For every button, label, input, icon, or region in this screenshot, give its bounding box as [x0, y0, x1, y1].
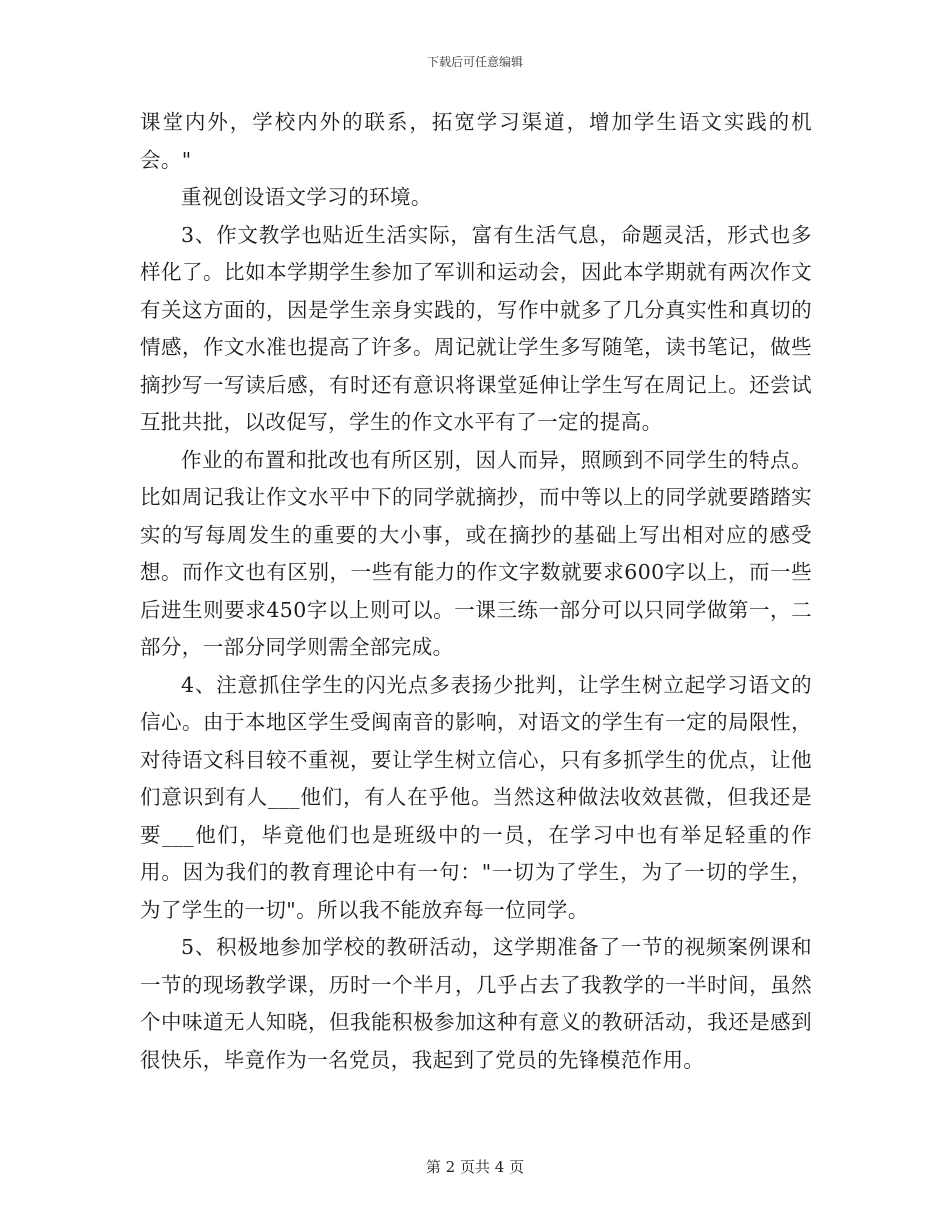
paragraph-point-3: 3、作文教学也贴近生活实际，富有生活气息，命题灵活，形式也多样化了。比如本学期学生参加了军训和运动会，因此本学期就有两次作文有关这方面的，因是学生亲身实践的，写作中就多了几分真实性和真切的情感，作文水准也提高了许多。周记就让学生多写随笔，读书笔记，做些摘抄写一写读后感，有时还有意识将课堂延伸让学生写在周记上。还尝试互批共批，以改促写，学生的作文水平有了一定的提高。 [140, 222, 812, 434]
paragraph-point-4: 4、注意抓住学生的闪光点多表扬少批判，让学生树立起学习语文的信心。由于本地区学生受闽南音的影响，对语文的学生有一定的局限性，对待语文科目较不重视，要让学生树立信心，只有多抓学生的优点，让他们意识到有人___他们，有人在乎他。当然这种做法收效甚微，但我还是要___他们，毕竟他们也是班级中的一员，在学习中也有举足轻重的作用。因为我们的教育理论中有一句："一切为了学生，为了一切的学生，为了学生的一切"。所以我不能放弃每一位同学。 [140, 672, 812, 922]
paragraph-continuation: 课堂内外，学校内外的联系，拓宽学习渠道，增加学生语文实践的机会。" [140, 110, 812, 172]
paragraph-homework: 作业的布置和批改也有所区别，因人而异，照顾到不同学生的特点。比如周记我让作文水平中下的同学就摘抄，而中等以上的同学就要踏踏实实的写每周发生的重要的大小事，或在摘抄的基础上写出相对应的感受想。而作文也有区别，一些有能力的作文字数就要求600字以上，而一些后进生则要求450字以上则可以。一课三练一部分可以只同学做第一，二部分，一部分同学则需全部完成。 [140, 447, 812, 659]
page-footer: 第 2 页共 4 页 [425, 1158, 525, 1176]
page-header: 下载后可任意编辑 [426, 55, 523, 69]
paragraph-point-5: 5、积极地参加学校的教研活动，这学期准备了一节的视频案例课和一节的现场教学课，历时一个半月，几乎占去了我教学的一半时间，虽然个中味道无人知晓，但我能积极参加这种有意义的教研活动，我还是感到很快乐，毕竟作为一名党员，我起到了党员的先锋模范作用。 [140, 935, 812, 1072]
paragraph-environment: 重视创设语文学习的环境。 [181, 185, 432, 209]
document-body [140, 104, 812, 1079]
